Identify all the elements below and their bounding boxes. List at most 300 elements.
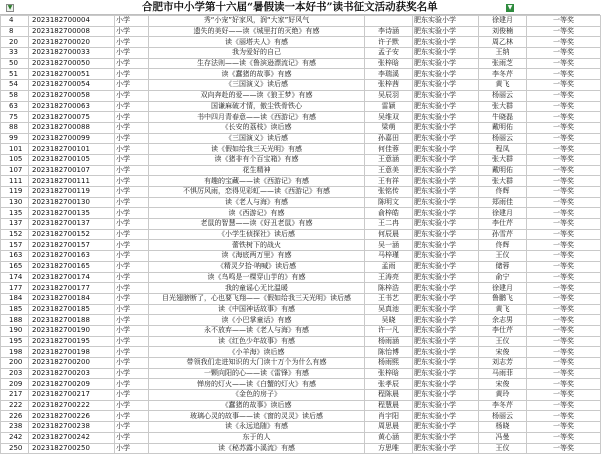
teacher-name[interactable]: 余志男 [479, 315, 527, 326]
entry-number[interactable]: 165 [1, 261, 29, 272]
student-name[interactable]: 张梓晗 [365, 58, 413, 69]
teacher-name[interactable]: 宋俊 [479, 347, 527, 358]
student-name[interactable]: 梁萌 [365, 122, 413, 133]
school-name[interactable]: 肥东实验小学 [413, 176, 479, 187]
teacher-name[interactable]: 周乙林 [479, 37, 527, 48]
school-name[interactable]: 肥东实验小学 [413, 411, 479, 422]
teacher-name[interactable]: 李冬芹 [479, 400, 527, 411]
essay-title[interactable]: 读《猪非有个百宝箱》有感 [149, 154, 365, 165]
entry-code[interactable]: 2023182700250 [29, 443, 115, 454]
school-name[interactable]: 肥东实验小学 [413, 432, 479, 443]
school-level[interactable]: 小学 [115, 112, 149, 123]
school-name[interactable]: 肥东实验小学 [413, 144, 479, 155]
school-name[interactable]: 肥东实验小学 [413, 251, 479, 262]
award-level[interactable]: 一等奖 [527, 187, 601, 198]
entry-code[interactable]: 2023182700020 [29, 37, 115, 48]
student-name[interactable]: 吴真池 [365, 304, 413, 315]
teacher-name[interactable]: 刘俊楠 [479, 26, 527, 37]
entry-number[interactable]: 99 [1, 133, 29, 144]
school-name[interactable]: 肥东实验小学 [413, 293, 479, 304]
entry-number[interactable]: 188 [1, 315, 29, 326]
school-level[interactable]: 小学 [115, 240, 149, 251]
teacher-name[interactable]: 黄飞 [479, 304, 527, 315]
school-level[interactable]: 小学 [115, 69, 149, 80]
award-level[interactable]: 一等奖 [527, 122, 601, 133]
student-name[interactable]: 王意涵 [365, 154, 413, 165]
school-level[interactable]: 小学 [115, 154, 149, 165]
essay-title[interactable]: 读《小巴掌童话》有感 [149, 315, 365, 326]
entry-number[interactable]: 88 [1, 122, 29, 133]
student-name[interactable]: 何佳蓉 [365, 144, 413, 155]
student-name[interactable]: 吴一涵 [365, 240, 413, 251]
entry-code[interactable]: 2023182700111 [29, 176, 115, 187]
entry-code[interactable]: 2023182700188 [29, 315, 115, 326]
teacher-name[interactable]: 徐建月 [479, 283, 527, 294]
entry-code[interactable]: 2023182700185 [29, 304, 115, 315]
entry-number[interactable]: 50 [1, 58, 29, 69]
school-level[interactable]: 小学 [115, 336, 149, 347]
entry-number[interactable]: 238 [1, 422, 29, 433]
essay-title[interactable]: 读《假如给我三天光明》有感 [149, 144, 365, 155]
award-level[interactable]: 一等奖 [527, 379, 601, 390]
award-level[interactable]: 一等奖 [527, 261, 601, 272]
award-level[interactable]: 一等奖 [527, 208, 601, 219]
entry-number[interactable]: 163 [1, 251, 29, 262]
essay-title[interactable]: 花生精神 [149, 165, 365, 176]
student-name[interactable]: 王书艺 [365, 293, 413, 304]
school-name[interactable]: 肥东实验小学 [413, 358, 479, 369]
entry-code[interactable]: 2023182700165 [29, 261, 115, 272]
essay-title[interactable]: 一颗向阳的心——读《雷锋》有感 [149, 368, 365, 379]
student-name[interactable]: 程陈晨 [365, 390, 413, 401]
entry-number[interactable]: 217 [1, 390, 29, 401]
teacher-name[interactable]: 黄飞 [479, 80, 527, 91]
entry-code[interactable]: 2023182700119 [29, 187, 115, 198]
teacher-name[interactable]: 王纳 [479, 48, 527, 59]
student-name[interactable]: 杨雨涵 [365, 336, 413, 347]
entry-code[interactable]: 2023182700051 [29, 69, 115, 80]
teacher-name[interactable]: 储蓉 [479, 261, 527, 272]
entry-code[interactable]: 2023182700088 [29, 122, 115, 133]
essay-title[interactable]: 《精灵夕拾·呐喊》读后感 [149, 261, 365, 272]
teacher-name[interactable]: 马雨菲 [479, 368, 527, 379]
entry-code[interactable]: 2023182700008 [29, 26, 115, 37]
entry-code[interactable]: 2023182700063 [29, 101, 115, 112]
school-level[interactable]: 小学 [115, 80, 149, 91]
school-name[interactable]: 肥东实验小学 [413, 154, 479, 165]
essay-title[interactable]: 永不放弃——读《老人与海》有感 [149, 325, 365, 336]
award-level[interactable]: 一等奖 [527, 48, 601, 59]
school-name[interactable]: 肥东实验小学 [413, 48, 479, 59]
school-level[interactable]: 小学 [115, 432, 149, 443]
student-name[interactable]: 张孝辰 [365, 379, 413, 390]
student-name[interactable]: 许子默 [365, 37, 413, 48]
entry-number[interactable]: 177 [1, 283, 29, 294]
school-level[interactable]: 小学 [115, 165, 149, 176]
school-name[interactable]: 肥东实验小学 [413, 187, 479, 198]
award-level[interactable]: 一等奖 [527, 293, 601, 304]
award-level[interactable]: 一等奖 [527, 133, 601, 144]
essay-title[interactable]: 目光翅膀断了，心也要飞翔——《假如给我三天光明》读后感 [149, 293, 365, 304]
entry-number[interactable]: 137 [1, 219, 29, 230]
school-level[interactable]: 小学 [115, 144, 149, 155]
essay-title[interactable]: 读《鸟鸣是一棵穿山芋的》有感 [149, 272, 365, 283]
student-name[interactable]: 俞梓皓 [365, 208, 413, 219]
entry-number[interactable]: 242 [1, 432, 29, 443]
essay-title[interactable]: 生存法则——读《鲁滨逊漂流记》有感 [149, 58, 365, 69]
entry-number[interactable]: 33 [1, 48, 29, 59]
teacher-name[interactable]: 宋俊 [479, 379, 527, 390]
entry-code[interactable]: 2023182700222 [29, 400, 115, 411]
school-name[interactable]: 肥东实验小学 [413, 304, 479, 315]
award-level[interactable]: 一等奖 [527, 26, 601, 37]
entry-code[interactable]: 2023182700137 [29, 219, 115, 230]
entry-number[interactable]: 198 [1, 347, 29, 358]
school-name[interactable]: 肥东实验小学 [413, 368, 479, 379]
entry-number[interactable]: 20 [1, 37, 29, 48]
award-level[interactable]: 一等奖 [527, 358, 601, 369]
entry-code[interactable]: 2023182700203 [29, 368, 115, 379]
entry-code[interactable]: 2023182700226 [29, 411, 115, 422]
essay-title[interactable]: 读《中国神话故事》有感 [149, 304, 365, 315]
school-name[interactable]: 肥东实验小学 [413, 240, 479, 251]
school-level[interactable]: 小学 [115, 379, 149, 390]
school-level[interactable]: 小学 [115, 48, 149, 59]
teacher-name[interactable]: 佟辉 [479, 187, 527, 198]
award-level[interactable]: 一等奖 [527, 58, 601, 69]
school-level[interactable]: 小学 [115, 208, 149, 219]
student-name[interactable]: 马梓瑾 [365, 251, 413, 262]
award-level[interactable]: 一等奖 [527, 432, 601, 443]
teacher-name[interactable]: 牛晓磊 [479, 112, 527, 123]
teacher-name[interactable]: 佟辉 [479, 240, 527, 251]
school-level[interactable]: 小学 [115, 411, 149, 422]
school-level[interactable]: 小学 [115, 400, 149, 411]
entry-number[interactable]: 107 [1, 165, 29, 176]
school-name[interactable]: 肥东实验小学 [413, 229, 479, 240]
essay-title[interactable]: 读《海底两万里》有感 [149, 251, 365, 262]
school-name[interactable]: 肥东实验小学 [413, 80, 479, 91]
entry-code[interactable]: 2023182700004 [29, 16, 115, 27]
essay-title[interactable]: 带领我们走进知识的大门读十万个为什么有感 [149, 358, 365, 369]
essay-title[interactable]: 遗失的美好——读《城里打的灭绝》有感 [149, 26, 365, 37]
teacher-name[interactable]: 王仪 [479, 336, 527, 347]
school-name[interactable]: 肥东实验小学 [413, 69, 479, 80]
school-level[interactable]: 小学 [115, 176, 149, 187]
school-name[interactable]: 肥东实验小学 [413, 261, 479, 272]
school-level[interactable]: 小学 [115, 37, 149, 48]
school-name[interactable]: 肥东实验小学 [413, 336, 479, 347]
school-level[interactable]: 小学 [115, 368, 149, 379]
entry-code[interactable]: 2023182700050 [29, 58, 115, 69]
student-name[interactable]: 周思晨 [365, 422, 413, 433]
school-name[interactable]: 肥东实验小学 [413, 379, 479, 390]
school-level[interactable]: 小学 [115, 261, 149, 272]
school-name[interactable]: 肥东实验小学 [413, 422, 479, 433]
teacher-name[interactable]: 张雨芝 [479, 58, 527, 69]
essay-title[interactable]: 秀“小宠”好家风，润“大家”好风气 [149, 16, 365, 27]
teacher-name[interactable]: 杨丽云 [479, 411, 527, 422]
entry-number[interactable]: 51 [1, 69, 29, 80]
award-level[interactable]: 一等奖 [527, 411, 601, 422]
entry-number[interactable]: 200 [1, 358, 29, 369]
student-name[interactable]: 王二冉 [365, 219, 413, 230]
entry-code[interactable]: 2023182700105 [29, 154, 115, 165]
teacher-name[interactable]: 李仕芹 [479, 325, 527, 336]
entry-code[interactable]: 2023182700058 [29, 90, 115, 101]
teacher-name[interactable]: 王仪 [479, 443, 527, 454]
essay-title[interactable]: 读《老人与海》有感 [149, 197, 365, 208]
award-level[interactable]: 一等奖 [527, 197, 601, 208]
essay-title[interactable]: 《三国演义》读后感 [149, 80, 365, 91]
teacher-name[interactable]: 徐建月 [479, 208, 527, 219]
entry-code[interactable]: 2023182700152 [29, 229, 115, 240]
essay-title[interactable]: 有趣的宝藏——读《西游记》有感 [149, 176, 365, 187]
award-level[interactable]: 一等奖 [527, 16, 601, 27]
teacher-name[interactable]: 张大群 [479, 101, 527, 112]
teacher-name[interactable]: 李冬芹 [479, 69, 527, 80]
award-level[interactable]: 一等奖 [527, 325, 601, 336]
entry-number[interactable]: 101 [1, 144, 29, 155]
entry-number[interactable]: 184 [1, 293, 29, 304]
student-name[interactable]: 李诗涵 [365, 26, 413, 37]
student-name[interactable]: 许一凡 [365, 325, 413, 336]
entry-code[interactable]: 2023182700198 [29, 347, 115, 358]
award-level[interactable]: 一等奖 [527, 229, 601, 240]
entry-code[interactable]: 2023182700174 [29, 272, 115, 283]
entry-number[interactable]: 135 [1, 208, 29, 219]
student-name[interactable]: 孟子安 [365, 48, 413, 59]
student-name[interactable]: 张铭传 [365, 187, 413, 198]
entry-number[interactable]: 75 [1, 112, 29, 123]
school-level[interactable]: 小学 [115, 390, 149, 401]
school-level[interactable]: 小学 [115, 197, 149, 208]
school-level[interactable]: 小学 [115, 26, 149, 37]
student-name[interactable]: 王有祥 [365, 176, 413, 187]
school-name[interactable]: 肥东实验小学 [413, 272, 479, 283]
teacher-name[interactable]: 刘志芳 [479, 358, 527, 369]
school-level[interactable]: 小学 [115, 358, 149, 369]
award-level[interactable]: 一等奖 [527, 283, 601, 294]
essay-title[interactable]: 读《秘苏露小溪流》有感 [149, 443, 365, 454]
school-name[interactable]: 肥东实验小学 [413, 347, 479, 358]
essay-title[interactable]: 东于的人 [149, 432, 365, 443]
award-level[interactable]: 一等奖 [527, 219, 601, 230]
school-name[interactable]: 肥东实验小学 [413, 90, 479, 101]
school-name[interactable]: 肥东实验小学 [413, 133, 479, 144]
entry-number[interactable]: 130 [1, 197, 29, 208]
award-level[interactable]: 一等奖 [527, 272, 601, 283]
school-level[interactable]: 小学 [115, 443, 149, 454]
entry-number[interactable]: 111 [1, 176, 29, 187]
student-name[interactable]: 方思唯 [365, 443, 413, 454]
award-level[interactable]: 一等奖 [527, 80, 601, 91]
school-name[interactable]: 肥东实验小学 [413, 112, 479, 123]
entry-code[interactable]: 2023182700135 [29, 208, 115, 219]
school-level[interactable]: 小学 [115, 422, 149, 433]
student-name[interactable]: 吴辰羽 [365, 90, 413, 101]
student-name[interactable]: 程慧晨 [365, 400, 413, 411]
entry-code[interactable]: 2023182700054 [29, 80, 115, 91]
student-name[interactable]: 黄心涵 [365, 432, 413, 443]
entry-code[interactable]: 2023182700209 [29, 379, 115, 390]
essay-title[interactable]: 读《丽塔夫人》有感 [149, 37, 365, 48]
school-level[interactable]: 小学 [115, 293, 149, 304]
school-level[interactable]: 小学 [115, 133, 149, 144]
student-name[interactable]: 雷颖 [365, 101, 413, 112]
award-level[interactable]: 一等奖 [527, 443, 601, 454]
essay-title[interactable]: 《长安的荔枝》读后感 [149, 122, 365, 133]
essay-title[interactable]: 《小羊海》读后感 [149, 347, 365, 358]
essay-title[interactable]: 《小学生侦探社》读后感 [149, 229, 365, 240]
entry-number[interactable]: 203 [1, 368, 29, 379]
entry-number[interactable]: 222 [1, 400, 29, 411]
school-name[interactable]: 肥东实验小学 [413, 165, 479, 176]
teacher-name[interactable]: 程凤 [479, 144, 527, 155]
school-name[interactable]: 肥东实验小学 [413, 283, 479, 294]
school-level[interactable]: 小学 [115, 58, 149, 69]
teacher-name[interactable]: 俞宁 [479, 272, 527, 283]
entry-number[interactable]: 54 [1, 80, 29, 91]
entry-code[interactable]: 2023182700242 [29, 432, 115, 443]
award-level[interactable]: 一等奖 [527, 154, 601, 165]
student-name[interactable]: 陈怡博 [365, 347, 413, 358]
teacher-name[interactable]: 冯曼 [479, 432, 527, 443]
essay-title[interactable]: 玻璃心灵的故事——读《窗的灵灵》读后感 [149, 411, 365, 422]
student-name[interactable]: 张梓晗 [365, 368, 413, 379]
entry-code[interactable]: 2023182700195 [29, 336, 115, 347]
entry-number[interactable]: 105 [1, 154, 29, 165]
school-level[interactable]: 小学 [115, 187, 149, 198]
school-level[interactable]: 小学 [115, 283, 149, 294]
entry-code[interactable]: 2023182700107 [29, 165, 115, 176]
student-name[interactable]: 吴晓 [365, 315, 413, 326]
entry-code[interactable]: 2023182700033 [29, 48, 115, 59]
teacher-name[interactable]: 戴明佑 [479, 122, 527, 133]
award-level[interactable]: 一等奖 [527, 176, 601, 187]
award-level[interactable]: 一等奖 [527, 368, 601, 379]
school-name[interactable]: 肥东实验小学 [413, 197, 479, 208]
entry-number[interactable]: 174 [1, 272, 29, 283]
school-level[interactable]: 小学 [115, 272, 149, 283]
teacher-name[interactable]: 孙雪芹 [479, 229, 527, 240]
entry-number[interactable]: 152 [1, 229, 29, 240]
entry-code[interactable]: 2023182700130 [29, 197, 115, 208]
school-name[interactable]: 肥东实验小学 [413, 400, 479, 411]
entry-code[interactable]: 2023182700075 [29, 112, 115, 123]
entry-number[interactable]: 195 [1, 336, 29, 347]
entry-number[interactable]: 185 [1, 304, 29, 315]
essay-title[interactable]: 我为爱好的自己 [149, 48, 365, 59]
award-level[interactable]: 一等奖 [527, 144, 601, 155]
award-level[interactable]: 一等奖 [527, 251, 601, 262]
teacher-name[interactable]: 张大群 [479, 176, 527, 187]
award-level[interactable]: 一等奖 [527, 400, 601, 411]
teacher-name[interactable]: 杨丽云 [479, 133, 527, 144]
filter-dropdown-icon[interactable]: ▼ [7, 4, 13, 11]
award-level[interactable]: 一等奖 [527, 112, 601, 123]
award-level[interactable]: 一等奖 [527, 90, 601, 101]
entry-number[interactable]: 63 [1, 101, 29, 112]
award-level[interactable]: 一等奖 [527, 315, 601, 326]
award-level[interactable]: 一等奖 [527, 347, 601, 358]
essay-title[interactable]: 老鼠的智慧——读《好丑老鼠》有感 [149, 219, 365, 230]
award-level[interactable]: 一等奖 [527, 240, 601, 251]
student-name[interactable]: 张梓茜 [365, 80, 413, 91]
school-name[interactable]: 肥东实验小学 [413, 26, 479, 37]
school-level[interactable]: 小学 [115, 325, 149, 336]
school-level[interactable]: 小学 [115, 347, 149, 358]
student-name[interactable]: 陈明文 [365, 197, 413, 208]
school-level[interactable]: 小学 [115, 16, 149, 27]
entry-number[interactable]: 190 [1, 325, 29, 336]
school-level[interactable]: 小学 [115, 90, 149, 101]
school-name[interactable]: 肥东实验小学 [413, 219, 479, 230]
student-name[interactable]: 孟雨 [365, 261, 413, 272]
award-level[interactable]: 一等奖 [527, 390, 601, 401]
essay-title[interactable]: 读《永远追随》有感 [149, 422, 365, 433]
school-name[interactable]: 肥东实验小学 [413, 208, 479, 219]
essay-title[interactable]: 《三国演义》读后感 [149, 133, 365, 144]
entry-code[interactable]: 2023182700217 [29, 390, 115, 401]
entry-code[interactable]: 2023182700157 [29, 240, 115, 251]
student-name[interactable]: 杨雨熙 [365, 358, 413, 369]
essay-title[interactable]: 书中四月青春意——读《西游记》有感 [149, 112, 365, 123]
award-level[interactable]: 一等奖 [527, 37, 601, 48]
student-name[interactable] [365, 16, 413, 27]
school-name[interactable]: 肥东实验小学 [413, 325, 479, 336]
entry-number[interactable]: 8 [1, 26, 29, 37]
school-level[interactable]: 小学 [115, 229, 149, 240]
essay-title[interactable]: 惮房的灯火——读《白蟹的灯火》有感 [149, 379, 365, 390]
school-name[interactable]: 肥东实验小学 [413, 58, 479, 69]
teacher-name[interactable]: 黄玲 [479, 390, 527, 401]
teacher-name[interactable]: 郑雨佳 [479, 197, 527, 208]
entry-code[interactable]: 2023182700184 [29, 293, 115, 304]
essay-title[interactable]: 《蠢猪的故事》读后感 [149, 400, 365, 411]
award-level[interactable]: 一等奖 [527, 336, 601, 347]
school-name[interactable]: 肥东实验小学 [413, 101, 479, 112]
student-name[interactable]: 吴维双 [365, 112, 413, 123]
school-name[interactable]: 肥东实验小学 [413, 122, 479, 133]
student-name[interactable]: 王涛亮 [365, 272, 413, 283]
entry-code[interactable]: 2023182700177 [29, 283, 115, 294]
entry-code[interactable]: 2023182700099 [29, 133, 115, 144]
essay-title[interactable]: 蕾铁树下的战火 [149, 240, 365, 251]
entry-code[interactable]: 2023182700200 [29, 358, 115, 369]
student-name[interactable]: 何辰晨 [365, 229, 413, 240]
essay-title[interactable]: 读《红色少年故事》有感 [149, 336, 365, 347]
entry-number[interactable]: 226 [1, 411, 29, 422]
entry-number[interactable]: 209 [1, 379, 29, 390]
teacher-name[interactable]: 杨丽云 [479, 90, 527, 101]
essay-title[interactable]: 读《西游记》有感 [149, 208, 365, 219]
teacher-name[interactable]: 王仪 [479, 251, 527, 262]
school-name[interactable]: 肥东实验小学 [413, 37, 479, 48]
school-name[interactable]: 肥东实验小学 [413, 390, 479, 401]
award-level[interactable]: 一等奖 [527, 69, 601, 80]
school-level[interactable]: 小学 [115, 101, 149, 112]
teacher-name[interactable]: 鲁鹏飞 [479, 293, 527, 304]
entry-code[interactable]: 2023182700101 [29, 144, 115, 155]
essay-title[interactable]: 《金色的房子》 [149, 390, 365, 401]
entry-code[interactable]: 2023182700190 [29, 325, 115, 336]
entry-code[interactable]: 2023182700163 [29, 251, 115, 262]
essay-title[interactable]: 我的童谣心无比温暖 [149, 283, 365, 294]
teacher-name[interactable]: 徐建月 [479, 16, 527, 27]
entry-code[interactable]: 2023182700238 [29, 422, 115, 433]
teacher-name[interactable]: 张大群 [479, 154, 527, 165]
